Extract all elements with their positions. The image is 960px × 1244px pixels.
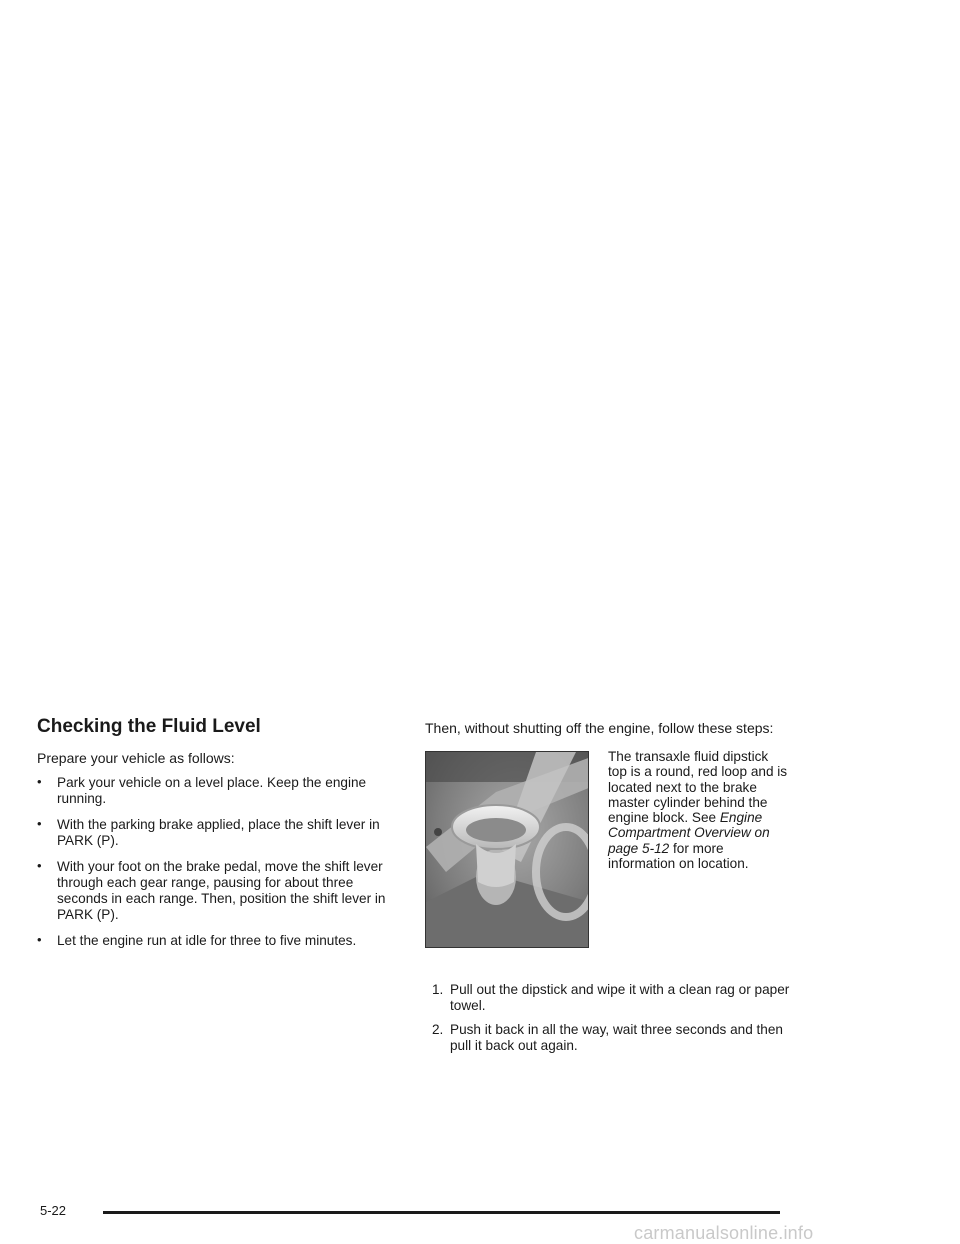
photo-row <box>425 751 805 949</box>
bullet-text: With the parking brake applied, place the shift lever in PARK (P). <box>57 817 380 848</box>
prepare-lead: Prepare your vehicle as follows: <box>37 750 235 766</box>
prep-bullet-list <box>37 775 397 949</box>
bullet-item <box>37 933 397 949</box>
bullet-item <box>37 859 397 923</box>
step-number: 1. <box>432 982 444 997</box>
caption-text-1: The transaxle fluid dipstick top is a round, red loop and is located next to the brake master cylinder behind the engine block. See <box>608 749 788 826</box>
steps-list <box>432 982 792 1062</box>
dipstick-illustration <box>426 752 589 948</box>
photo-caption <box>608 749 788 871</box>
steps-intro: Then, without shutting off the engine, follow these steps: <box>425 720 774 736</box>
bullet-icon: • <box>37 932 42 947</box>
bullet-item <box>37 775 397 807</box>
footer-rule <box>103 1211 780 1214</box>
bullet-icon: • <box>37 816 42 831</box>
step-number: 2. <box>432 1022 444 1037</box>
section-heading: Checking the Fluid Level <box>37 716 261 737</box>
cross-reference-link[interactable]: Engine Compartment Overview on page 5-12 <box>608 810 770 856</box>
bullet-text: With your foot on the brake pedal, move the shift lever through each gear range, pausing for about three seconds in each range. Then, position the shift lever in PARK (P). <box>57 859 386 922</box>
bullet-text: Park your vehicle on a level place. Keep the engine running. <box>57 775 367 806</box>
left-column <box>37 716 397 959</box>
step-item <box>432 1022 792 1054</box>
bullet-item <box>37 817 397 849</box>
page-number: 5-22 <box>40 1203 67 1218</box>
bullet-icon: • <box>37 774 42 789</box>
step-text: Push it back in all the way, wait three seconds and then pull it back out again. <box>450 1022 783 1053</box>
watermark-logo: carmanualsonline.info <box>634 1223 814 1243</box>
step-item <box>432 982 792 1014</box>
caption-text-2: for more information on location. <box>608 840 749 872</box>
bullet-icon: • <box>37 858 42 873</box>
right-column <box>425 720 805 1053</box>
bullet-text: Let the engine run at idle for three to five minutes. <box>57 933 357 948</box>
dipstick-photo <box>425 751 589 948</box>
step-text: Pull out the dipstick and wipe it with a clean rag or paper towel. <box>450 982 790 1013</box>
